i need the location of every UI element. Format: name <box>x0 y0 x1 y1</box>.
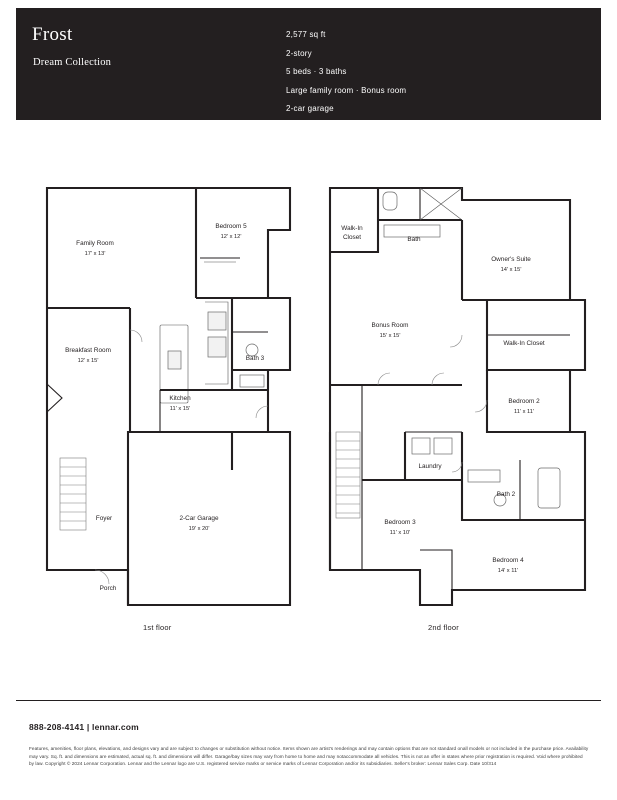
svg-text:Bath 2: Bath 2 <box>496 491 516 498</box>
svg-text:Family Room: Family Room <box>76 240 114 247</box>
plan-specs-list <box>286 26 406 119</box>
floorplan-area <box>0 170 617 640</box>
collection-label: Dream Collection <box>33 57 112 68</box>
svg-text:Bonus Room: Bonus Room <box>371 322 409 329</box>
svg-text:12' x 12': 12' x 12' <box>220 234 242 240</box>
spec-sqft: 2,577 sq ft <box>286 30 326 39</box>
contact-line[interactable]: 888-208-4141 | lennar.com <box>29 722 139 732</box>
svg-text:14' x 11': 14' x 11' <box>497 568 519 574</box>
svg-text:Porch: Porch <box>99 585 117 592</box>
svg-text:11' x 11': 11' x 11' <box>514 409 534 415</box>
svg-text:Kitchen: Kitchen <box>169 395 191 402</box>
svg-text:14' x 15': 14' x 15' <box>500 267 522 273</box>
spec-rooms: Large family room · Bonus room <box>286 85 407 95</box>
second-floor-plan <box>330 188 585 605</box>
footer-divider <box>16 700 601 701</box>
spec-stories: 2-story <box>286 48 312 58</box>
svg-text:Owner's Suite: Owner's Suite <box>491 256 531 263</box>
svg-text:Bedroom 5: Bedroom 5 <box>215 223 247 230</box>
svg-text:11' x 15': 11' x 15' <box>169 406 191 412</box>
svg-text:12' x 15': 12' x 15' <box>77 358 99 364</box>
svg-text:Laundry: Laundry <box>418 463 442 470</box>
second-floor-caption: 2nd floor <box>428 623 459 632</box>
svg-text:17' x 13': 17' x 13' <box>84 251 106 257</box>
svg-text:Closet: Closet <box>342 234 362 241</box>
svg-text:Walk-In Closet: Walk-In Closet <box>503 340 545 347</box>
svg-text:Bath: Bath <box>407 236 421 243</box>
first-floor-plan <box>47 188 290 605</box>
spec-beds-baths: 5 beds · 3 baths <box>286 67 347 76</box>
svg-text:Walk-In: Walk-In <box>341 225 363 232</box>
floorplan-drawing <box>0 170 617 640</box>
svg-text:Bedroom 3: Bedroom 3 <box>384 519 416 526</box>
svg-text:Bedroom 4: Bedroom 4 <box>492 557 524 564</box>
svg-text:2-Car Garage: 2-Car Garage <box>179 515 219 522</box>
svg-text:15' x 15': 15' x 15' <box>379 333 401 339</box>
first-floor-caption: 1st floor <box>143 623 172 632</box>
page-title: Frost <box>32 24 73 45</box>
svg-text:Bedroom 2: Bedroom 2 <box>508 398 540 405</box>
svg-text:11' x 10': 11' x 10' <box>389 530 411 536</box>
svg-text:Breakfast Room: Breakfast Room <box>65 347 111 354</box>
legal-disclaimer: Features, amenities, floor plans, elevations, and designs vary and are subject to changes or substitution without notice. Items shown are artist's renderings and may contain options that are not standard onall models or not included in the purchase price. Availability may vary. Sq. ft. and dimensions are estimated, actual sq. ft. and dimensions will differ. Garage/bay sizes may vary from home to home and may notaccommodate all vehicles. This is not an offer in states where prior registration is required. Void where prohibited by law. Copyright © 2024 Lennar Corporation. Lennar and the Lennar logo are U.S. registered service marks or service marks of Lennar Corporation and/or its subsidiaries. Seller's broker: Lennar Sales Corp. Date 10/314 <box>29 746 589 767</box>
svg-text:19' x 20': 19' x 20' <box>188 526 210 532</box>
svg-text:Bath 3: Bath 3 <box>245 355 265 362</box>
plan-header-band <box>16 8 601 120</box>
spec-garage: 2-car garage <box>286 104 334 113</box>
svg-text:Foyer: Foyer <box>95 515 113 522</box>
